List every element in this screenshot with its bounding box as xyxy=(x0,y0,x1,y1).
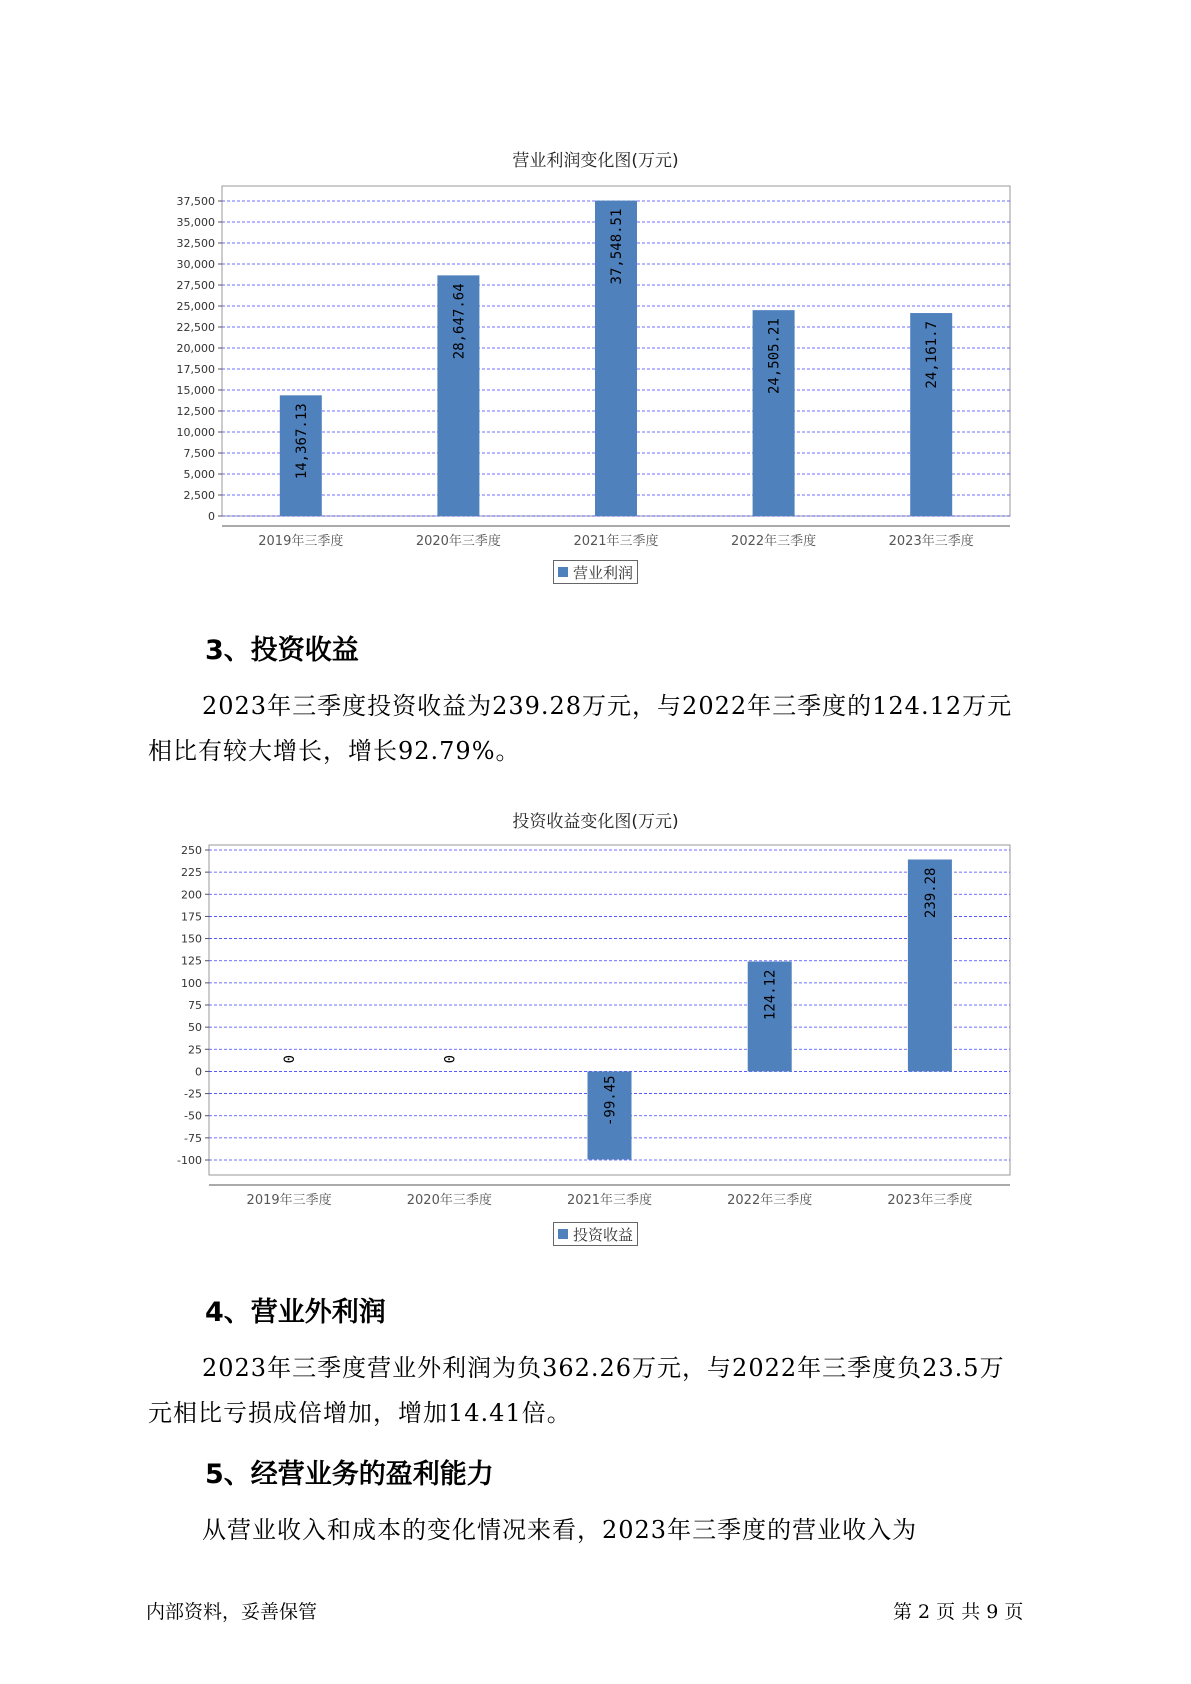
x-tick-label: 2021年三季度 xyxy=(566,1193,653,1208)
y-tick-label: 2,500 xyxy=(183,489,215,502)
x-tick-label: 2020年三季度 xyxy=(415,534,501,549)
x-tick-label: 2022年三季度 xyxy=(727,1193,813,1208)
y-tick-label: 22,500 xyxy=(176,321,215,334)
y-tick-label: -100 xyxy=(177,1154,202,1167)
y-tick-label: 30,000 xyxy=(176,258,215,271)
y-tick-label: 15,000 xyxy=(176,384,215,397)
section3-line2: 相比有较大增长，增长92.79%。 xyxy=(148,737,521,765)
x-tick-label: 2020年三季度 xyxy=(406,1193,492,1208)
section3-heading: 3、投资收益 xyxy=(205,635,359,666)
bar-data-label: 124.12 xyxy=(762,969,779,1021)
y-tick-label: 200 xyxy=(181,888,202,902)
section5-paragraph xyxy=(148,1508,1048,1553)
y-tick-label: 25 xyxy=(188,1043,202,1057)
section4-line2: 元相比亏损成倍增加，增加14.41倍。 xyxy=(148,1399,572,1427)
y-tick-label: 0 xyxy=(195,1065,202,1079)
bar-data-label: 14,367.13 xyxy=(293,403,310,480)
y-tick-label: 35,000 xyxy=(176,216,215,229)
y-tick-label: -75 xyxy=(184,1131,202,1145)
section3-line1: 2023年三季度投资收益为239.28万元，与2022年三季度的124.12万元 xyxy=(202,692,1013,720)
y-tick-label: -25 xyxy=(184,1087,202,1101)
y-tick-label: 25,000 xyxy=(176,300,215,313)
x-tick-label: 2019年三季度 xyxy=(246,1193,332,1208)
bar-data-label: -99.45 xyxy=(602,1075,619,1127)
y-tick-label: 0 xyxy=(208,510,215,523)
chart2-legend-label: 投资收益 xyxy=(573,1225,634,1244)
footer-left: 内部资料，妥善保管 xyxy=(146,1601,318,1623)
chart1-title: 营业利润变化图(万元) xyxy=(512,151,679,171)
y-tick-label: 17,500 xyxy=(176,363,215,376)
bar-data-label: 28,647.64 xyxy=(451,283,468,360)
y-tick-label: 150 xyxy=(181,932,202,946)
x-tick-label: 2021年三季度 xyxy=(573,534,659,549)
y-tick-label: 12,500 xyxy=(176,405,215,418)
chart2-legend xyxy=(553,1222,638,1246)
y-tick-label: 250 xyxy=(181,844,202,857)
y-tick-label: 27,500 xyxy=(176,279,215,292)
x-tick-label: 2023年三季度 xyxy=(887,1193,973,1208)
y-tick-label: 5,000 xyxy=(183,468,215,481)
y-tick-label: 75 xyxy=(188,999,202,1012)
chart1-legend-label: 营业利润 xyxy=(573,563,634,582)
bar-data-label: 24,161.7 xyxy=(924,321,941,389)
chart2-title: 投资收益变化图(万元) xyxy=(512,812,679,832)
section4-line1: 2023年三季度营业外利润为负362.26万元，与2022年三季度负23.5万 xyxy=(202,1354,1005,1382)
y-tick-label: 175 xyxy=(181,910,202,924)
y-tick-label: 100 xyxy=(181,976,202,990)
x-tick-label: 2023年三季度 xyxy=(888,534,974,549)
section4-paragraph xyxy=(148,1346,1048,1436)
y-tick-label: 37,500 xyxy=(176,195,215,208)
bar-data-label: 0 xyxy=(282,1054,299,1064)
section4-heading: 4、营业外利润 xyxy=(205,1297,386,1328)
bar-data-label: 0 xyxy=(442,1054,459,1064)
y-tick-label: 50 xyxy=(188,1021,202,1035)
legend-swatch xyxy=(558,1229,568,1239)
y-tick-label: -50 xyxy=(184,1109,202,1123)
x-tick-label: 2019年三季度 xyxy=(258,534,344,549)
footer-page-number: 第 2 页 共 9 页 xyxy=(893,1601,1024,1623)
bar-data-label: 37,548.51 xyxy=(609,208,625,285)
bar-data-label: 24,505.21 xyxy=(766,318,783,395)
y-tick-label: 32,500 xyxy=(176,237,215,250)
bar-data-label: 239.28 xyxy=(922,867,939,919)
y-tick-label: 20,000 xyxy=(176,342,215,355)
y-tick-label: 10,000 xyxy=(176,426,215,439)
section5-line1: 从营业收入和成本的变化情况来看，2023年三季度的营业收入为 xyxy=(202,1516,918,1544)
y-tick-label: 125 xyxy=(181,954,202,968)
y-tick-label: 7,500 xyxy=(183,447,215,460)
section5-heading: 5、经营业务的盈利能力 xyxy=(205,1459,494,1490)
y-tick-label: 225 xyxy=(181,866,202,880)
x-tick-label: 2022年三季度 xyxy=(731,534,817,549)
